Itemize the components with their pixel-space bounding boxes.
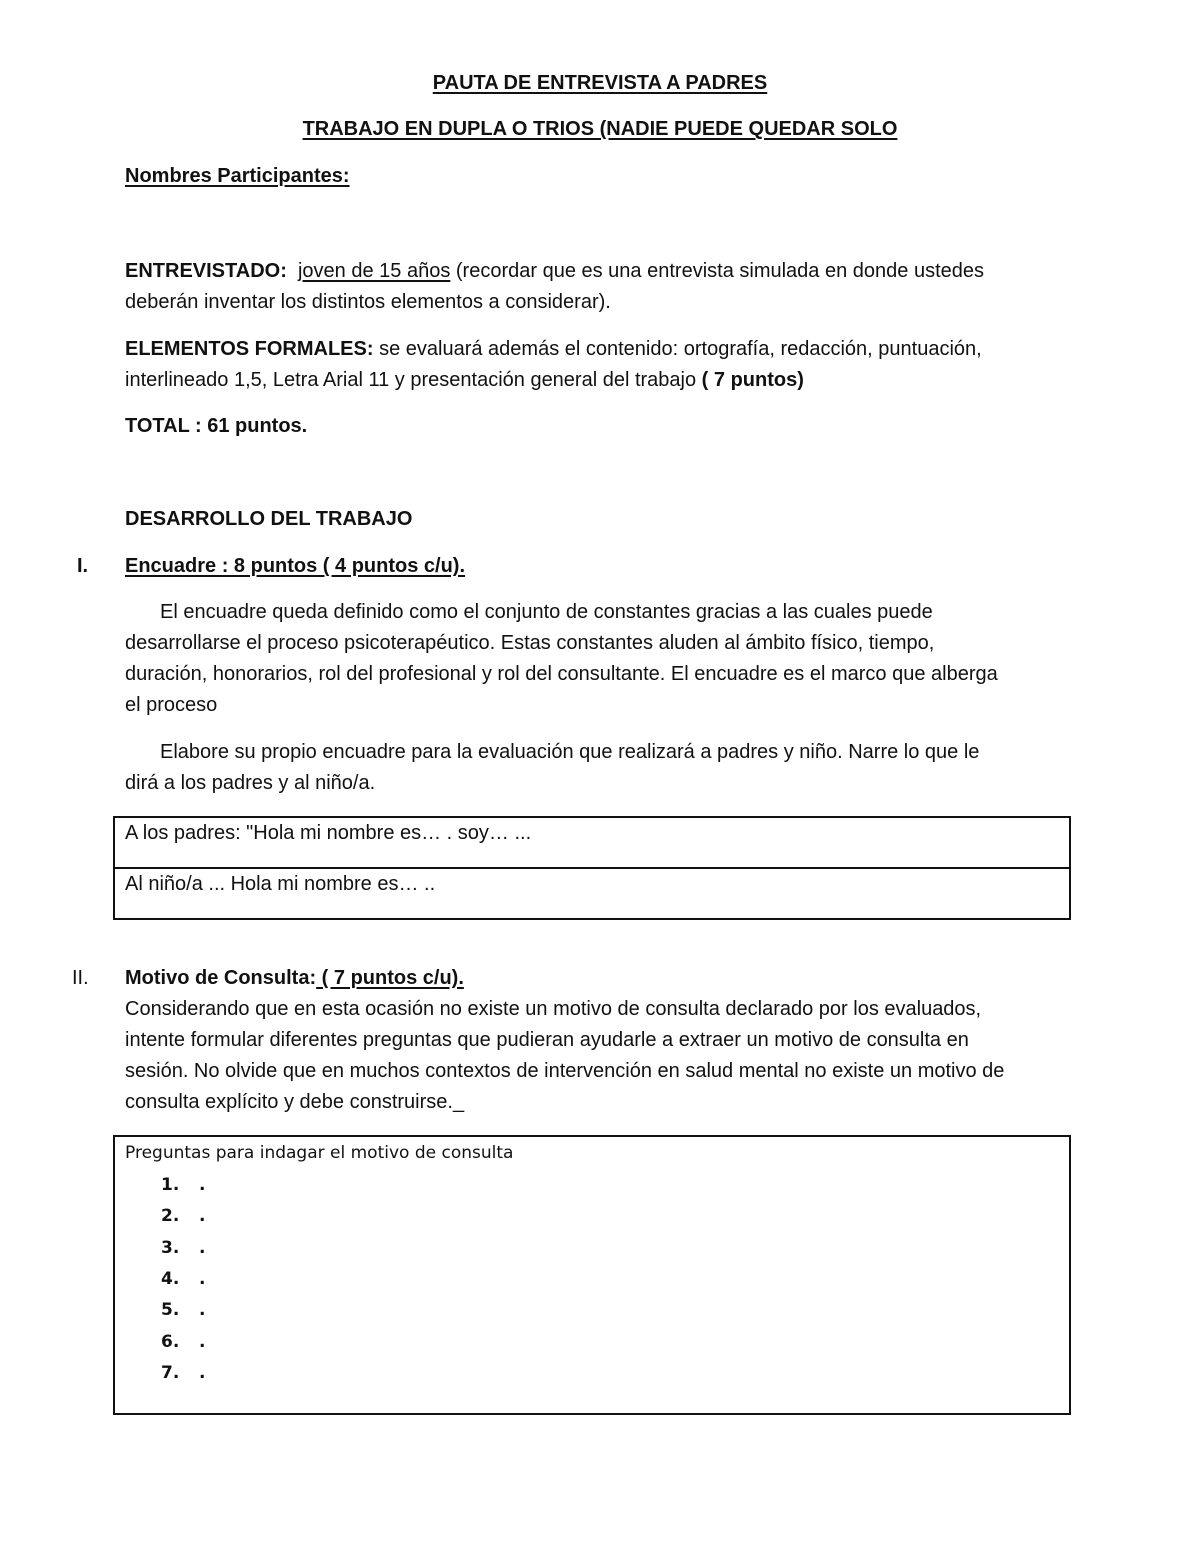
interviewee-note: (recordar que es una entrevista simulada en donde ustedes — [450, 260, 984, 282]
motivo-para-line-1: Considerando que en esta ocasión no existe un motivo de consulta declarado por los evaluados, — [125, 998, 982, 1020]
table-row-child: Al niño/a ... Hola mi nombre es… .. — [125, 873, 436, 895]
section-2-number: II. — [72, 967, 89, 989]
motivo-para-line-4: consulta explícito y debe construirse._ — [125, 1091, 465, 1113]
section-1-heading: Encuadre : 8 puntos ( 4 puntos c/u). — [125, 555, 466, 577]
encuadre-task-line-2: dirá a los padres y al niño/a. — [125, 772, 376, 794]
encuadre-task-line-1: Elabore su propio encuadre para la evaluación que realizará a padres y niño. Narre lo que le — [160, 741, 980, 763]
encuadre-para-line-2: desarrollarse el proceso psicoterapéutico. Estas constantes aluden al ámbito físico, tiempo, — [125, 632, 935, 654]
list-item: 4. . — [161, 1269, 206, 1289]
section-2-heading — [125, 967, 464, 990]
interviewee-line-2: deberán inventar los distintos elementos a considerar). — [125, 291, 611, 313]
section-2-heading-points: ( 7 puntos c/u). — [316, 967, 464, 989]
total-points: TOTAL : 61 puntos. — [125, 415, 308, 437]
interviewee-label: ENTREVISTADO: — [125, 260, 287, 282]
participants-label: Nombres Participantes: — [125, 165, 350, 187]
section-2-heading-title: Motivo de Consulta: — [125, 967, 317, 989]
table-row-divider — [115, 867, 1069, 869]
interviewee-line-1 — [125, 256, 1085, 287]
section-1-number: I. — [77, 555, 89, 577]
list-item: 1. . — [161, 1175, 206, 1195]
development-heading: DESARROLLO DEL TRABAJO — [125, 508, 413, 530]
document-subtitle: TRABAJO EN DUPLA O TRIOS (NADIE PUEDE QUEDAR SOLO — [302, 118, 898, 140]
list-item: 6. . — [161, 1332, 206, 1352]
document-title: PAUTA DE ENTREVISTA A PADRES — [432, 72, 768, 94]
formal-text: se evaluará además el contenido: ortografía, redacción, puntuación, — [379, 338, 982, 360]
encuadre-para-line-3: duración, honorarios, rol del profesional y rol del consultante. El encuadre es el marco que alberga — [125, 663, 998, 685]
formal-line-1 — [125, 334, 1085, 365]
formal-line-2 — [125, 365, 1085, 396]
questions-box — [113, 1135, 1071, 1415]
table-row-parents: A los padres: "Hola mi nombre es… . soy… ... — [125, 822, 532, 844]
questions-box-title: Preguntas para indagar el motivo de consulta — [125, 1143, 514, 1163]
formal-text-2: interlineado 1,5, Letra Arial 11 y presentación general del trabajo — [125, 369, 702, 391]
encuadre-table — [113, 816, 1071, 920]
formal-points: ( 7 puntos) — [701, 369, 804, 391]
list-item: 7. . — [161, 1363, 206, 1383]
encuadre-para-line-1: El encuadre queda definido como el conjunto de constantes gracias a las cuales puede — [160, 601, 933, 623]
interviewee-value: joven de 15 años — [297, 260, 451, 282]
list-item: 3. . — [161, 1238, 206, 1258]
encuadre-para-line-4: el proceso — [125, 694, 218, 716]
list-item: 5. . — [161, 1300, 206, 1320]
list-item: 2. . — [161, 1206, 206, 1226]
formal-label: ELEMENTOS FORMALES: — [125, 338, 374, 360]
motivo-para-line-2: intente formular diferentes preguntas que pudieran ayudarle a extraer un motivo de consulta en — [125, 1029, 969, 1051]
motivo-para-line-3: sesión. No olvide que en muchos contextos de intervención en salud mental no existe un motivo de — [125, 1060, 1005, 1082]
